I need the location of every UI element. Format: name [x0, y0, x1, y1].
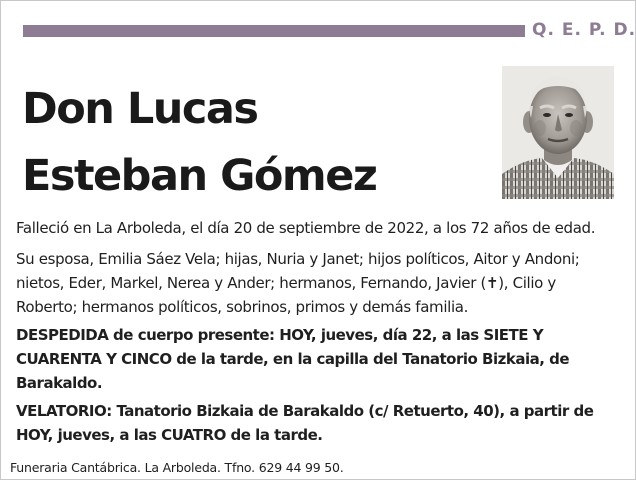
qepd-label: Q. E. P. D.	[532, 20, 636, 40]
family-paragraph	[16, 247, 621, 319]
deceased-name-line-2: Esteban Gómez	[22, 151, 377, 201]
farewell-line-1: DESPEDIDA de cuerpo presente: HOY, jueves, día 22, a las SIETE Y	[16, 326, 544, 344]
family-line-2	[16, 271, 621, 295]
header-bar	[23, 25, 525, 37]
family-line-2-start: nietos, Eder, Markel, Nerea y Ander; hermanos, Fernando, Javier (	[16, 274, 487, 292]
deceased-photo	[502, 66, 614, 199]
farewell-line-3: Barakaldo.	[16, 374, 103, 392]
farewell-paragraph	[16, 323, 621, 395]
wake-line-1: VELATORIO: Tanatorio Bizkaia de Barakaldo (c/ Retuerto, 40), a partir de	[16, 402, 594, 420]
family-line-2-end: ), Cilio y	[498, 274, 556, 292]
family-line-1: Su esposa, Emilia Sáez Vela; hijas, Nuria y Janet; hijos políticos, Aitor y Andoni;	[16, 250, 580, 268]
wake-paragraph	[16, 399, 621, 447]
funeral-home-footer: Funeraria Cantábrica. La Arboleda. Tfno. 629 44 99 50.	[10, 460, 344, 475]
portrait-photo-icon	[502, 66, 614, 199]
cross-icon: ✝	[486, 274, 499, 292]
wake-line-2: HOY, jueves, a las CUATRO de la tarde.	[16, 426, 323, 444]
deceased-name-line-1: Don Lucas	[22, 84, 258, 134]
death-notice: Falleció en La Arboleda, el día 20 de septiembre de 2022, a los 72 años de edad.	[16, 219, 596, 237]
farewell-line-2: CUARENTA Y CINCO de la tarde, en la capilla del Tanatorio Bizkaia, de	[16, 350, 570, 368]
family-line-3: Roberto; hermanos políticos, sobrinos, primos y demás familia.	[16, 298, 469, 316]
